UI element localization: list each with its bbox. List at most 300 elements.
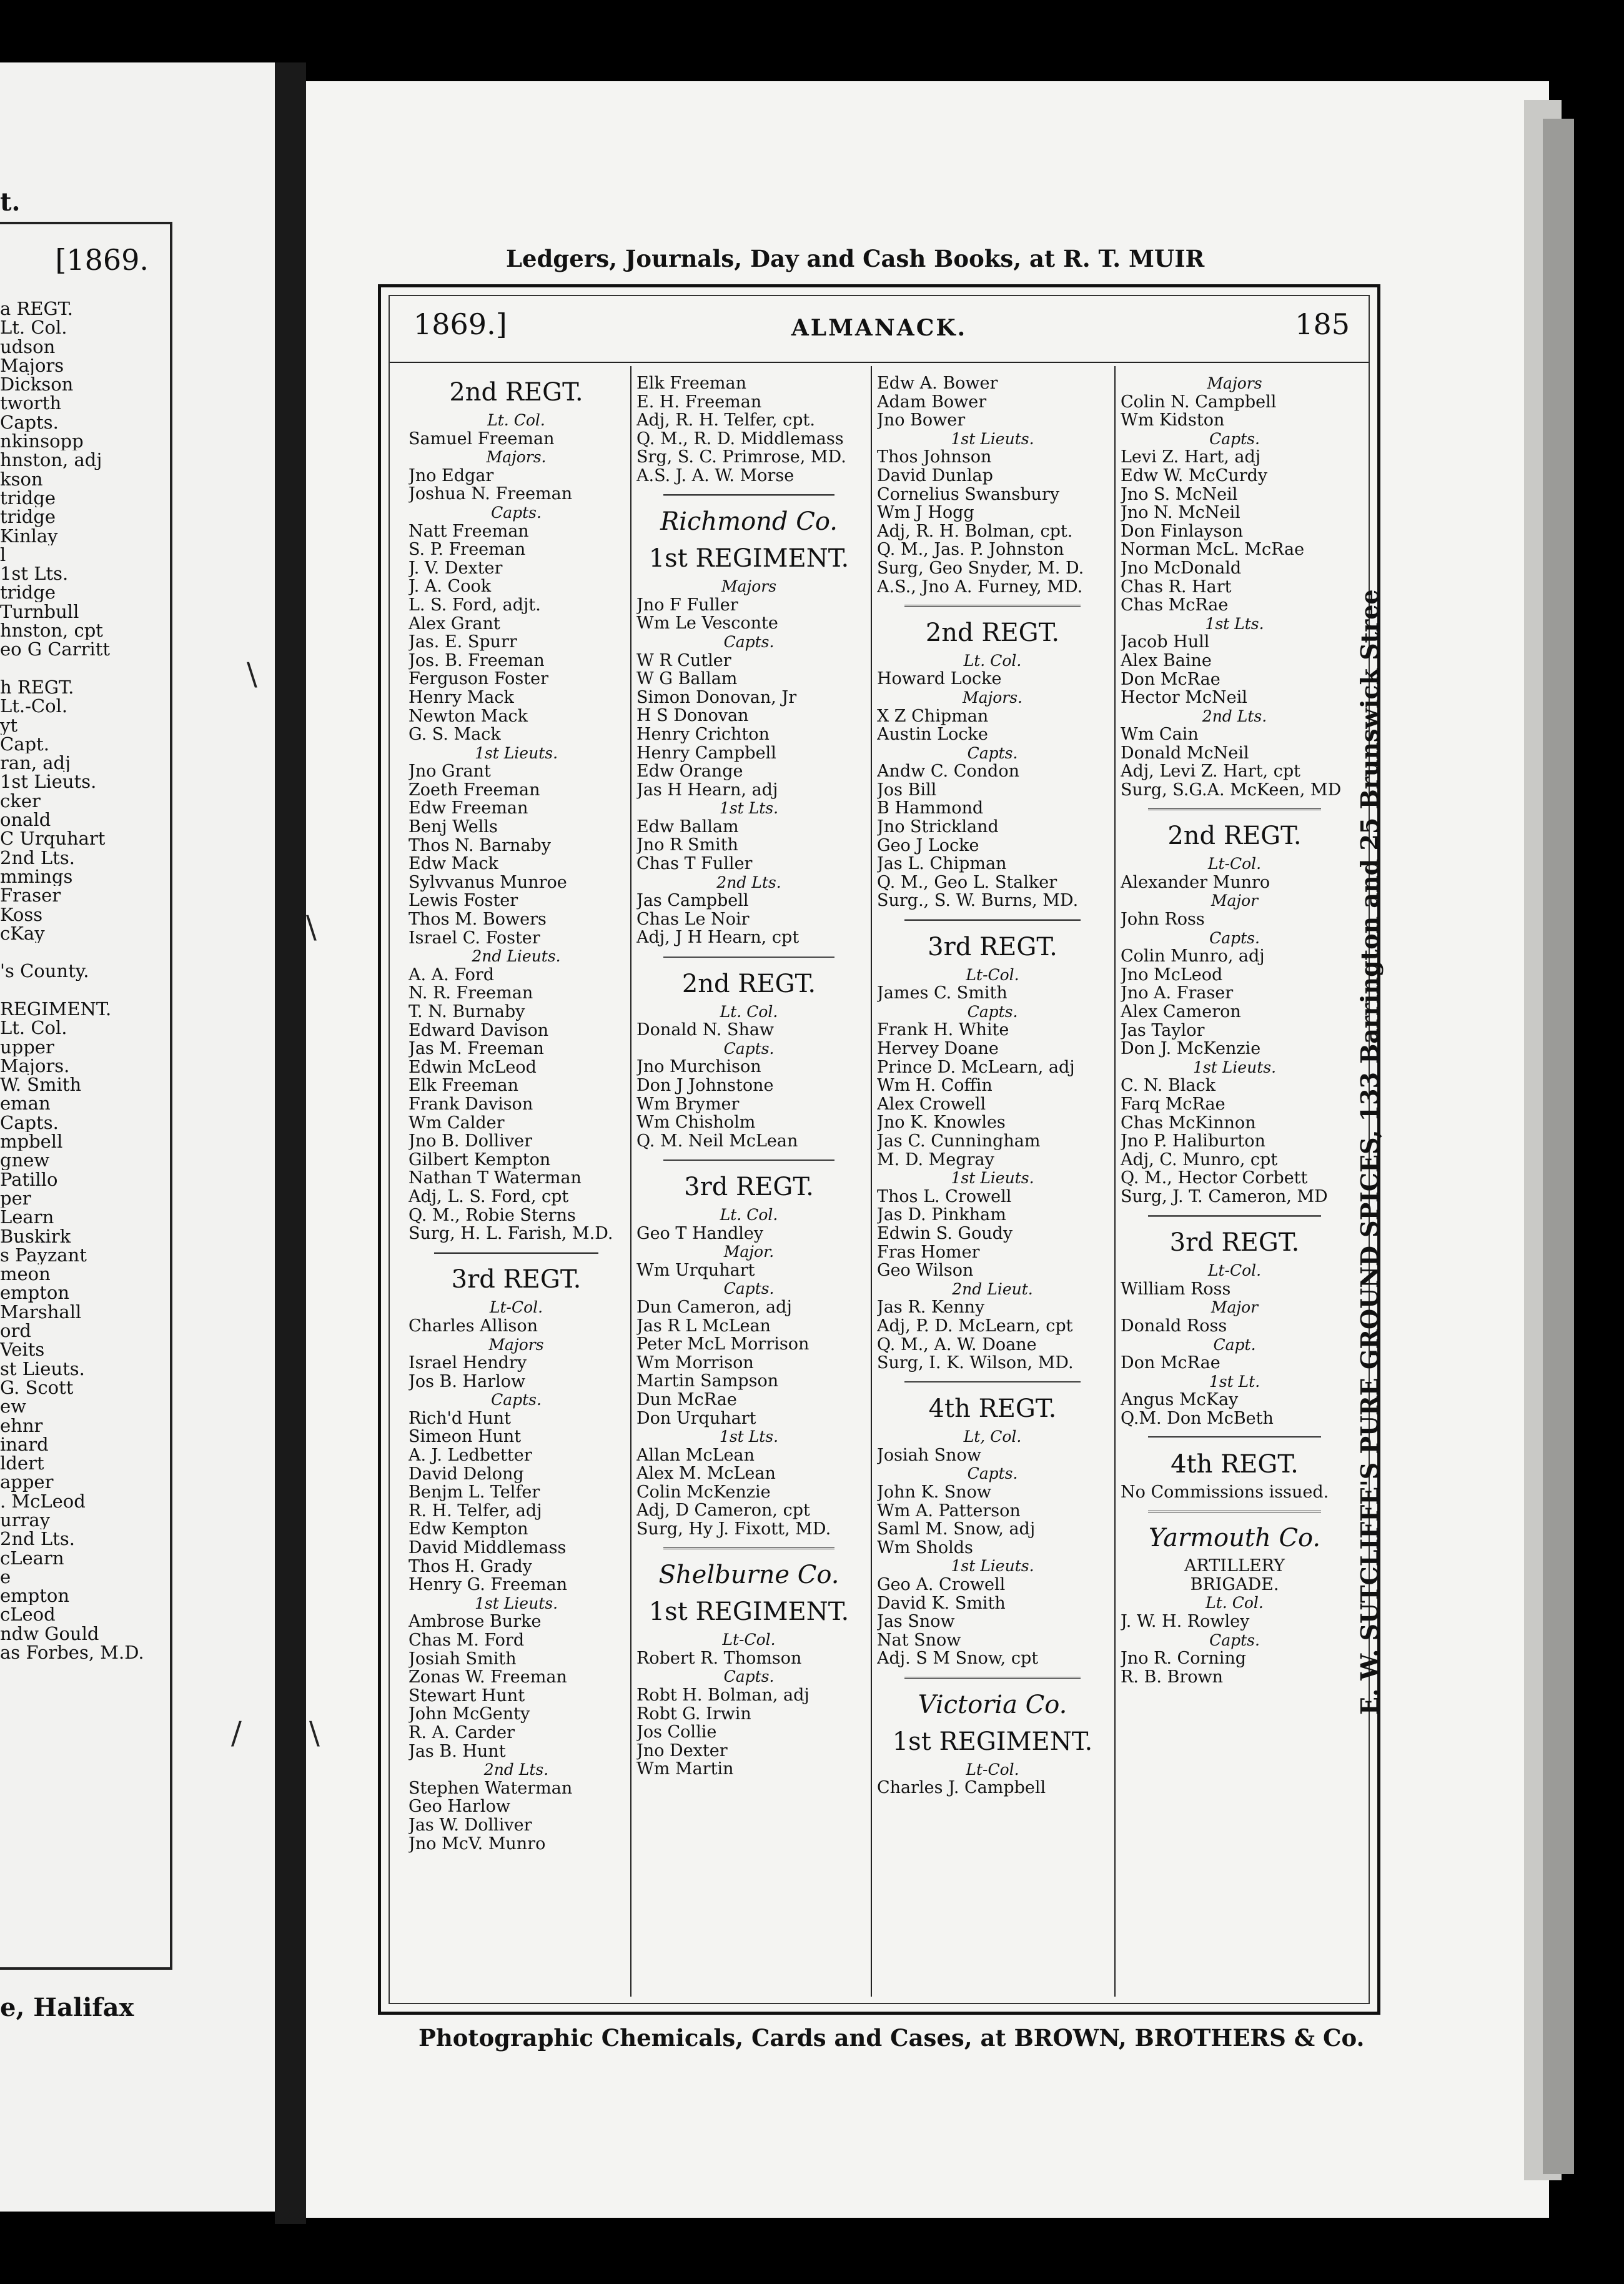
roster-entry: Surg, S.G.A. McKeen, MD [1121,781,1342,800]
roster-entry: Jas Snow [877,1612,955,1631]
roster-entry: Jas H Hearn, adj [636,780,778,800]
roster-entry: Sylvvanus Munroe [408,873,567,892]
regiment-heading: 2nd REGT. [1167,822,1302,851]
rank-heading: Lt-Col. [966,1760,1019,1779]
roster-entry: Jno B. Dolliver [408,1132,533,1151]
left-page-line: G. Scott [0,1378,74,1398]
column-1 [408,374,624,1998]
left-page-line: cLeod [0,1605,56,1624]
roster-entry: Wm Urquhart [636,1261,755,1280]
left-page-line: apper [0,1472,54,1492]
left-page-line: mpbell [0,1132,63,1151]
roster-entry: W R Cutler [636,651,731,670]
regiment-heading: 3rd REGT. [928,932,1057,961]
roster-entry: Henry G. Freeman [408,1576,568,1594]
roster-entry: Colin McKenzie [636,1482,771,1502]
roster-entry: Surg., S. W. Burns, MD. [877,891,1079,911]
page-mark: \ [306,909,317,945]
roster-entry: Chas McRae [1121,596,1229,615]
left-page-line: as Forbes, M.D. [0,1643,144,1662]
left-page-line: Lt.-Col. [0,697,68,716]
roster-entry: Farq McRae [1121,1095,1225,1114]
rank-heading: 1st Lieuts. [951,429,1034,448]
roster-entry: J. W. H. Rowley [1121,1612,1250,1631]
left-page-line: Fraser [0,886,61,905]
running-foot-advertisement: Photographic Chemicals, Cards and Cases, at BROWN, BROTHERS & Co. [418,2024,1365,2052]
left-page-line: Kinlay [0,526,58,545]
left-page-line: Marshall [0,1302,82,1322]
roster-entry: Jas L. Chipman [877,855,1007,873]
roster-entry: Edw A. Bower [877,374,998,393]
roster-entry: Benj Wells [408,818,498,837]
roster-entry: Q. M., Geo L. Stalker [877,873,1057,892]
regiment-heading: 2nd REGT. [681,969,816,998]
section-rule [1121,1502,1349,1521]
roster-entry: Donald McNeil [1121,743,1249,763]
roster-entry: A.S., Jno A. Furney, MD. [877,577,1083,597]
roster-entry: Simeon Hunt [408,1428,522,1447]
roster-entry: Rich'd Hunt [408,1409,511,1428]
rank-heading: Capts. [723,1039,775,1058]
roster-entry: Alex Grant [408,614,500,633]
roster-entry: L. S. Ford, adjt. [408,595,541,615]
roster-entry: W G Ballam [636,670,738,688]
roster-entry: Geo A. Crowell [877,1576,1006,1594]
page-number: 185 [1295,307,1350,341]
roster-entry: Lewis Foster [408,891,518,911]
roster-entry: Q. M., Robie Sterns [408,1206,576,1225]
book-gutter [275,62,306,2224]
roster-entry: Henry Mack [408,688,514,707]
left-page-line: ran, adj [0,753,71,773]
rank-heading: Capts. [967,743,1018,762]
roster-entry: Chas T Fuller [636,855,753,873]
roster-entry: Saml M. Snow, adj [877,1520,1036,1539]
left-page-line: urray [0,1511,51,1530]
roster-entry: N. R. Freeman [408,984,533,1003]
roster-entry: Q. M., Jas. P. Johnston [877,540,1064,559]
left-page-line: inard [0,1434,49,1454]
roster-entry: Thos N. Barnaby [408,836,552,855]
roster-entry: Jas Taylor [1121,1021,1205,1040]
rank-heading: Lt. Col. [720,1002,778,1021]
roster-entry: Jno Dexter [636,1741,728,1760]
rank-heading: Majors [1207,374,1262,392]
regiment-heading: 3rd REGT. [451,1265,582,1294]
roster-entry: Dun Cameron, adj [636,1298,792,1317]
roster-entry: Adj, R. H. Bolman, cpt. [877,522,1073,541]
roster-entry: Chas M. Ford [408,1631,525,1650]
vertical-advertisement: E. W. SUTCLIFFE'S PURE GROUND SPICES, 133 Barrington and 25 Brunswick Stree [1355,589,1384,1715]
roster-entry: Prince D. McLearn, adj [877,1058,1075,1077]
roster-entry: Wm Sholds [877,1538,973,1557]
left-page-line: mmings [0,866,73,886]
column-2 [636,374,861,1998]
left-page-line: kson [0,469,43,489]
roster-entry: Srg, S. C. Primrose, MD. [636,448,846,467]
unit-heading: BRIGADE. [1190,1575,1279,1594]
roster-entry: B Hammond [877,799,984,818]
roster-entry: Edw Ballam [636,817,739,837]
rank-heading: Lt, Col. [963,1428,1022,1446]
roster-entry: Robt H. Bolman, adj [636,1686,810,1705]
roster-entry: A. J. Ledbetter [408,1446,532,1465]
roster-entry: Elk Freeman [408,1076,518,1095]
left-page-line: 1st Lts. [0,564,69,583]
regiment-heading: 3rd REGT. [1169,1228,1300,1258]
left-page-line: 's County. [0,961,89,981]
section-rule [1121,1206,1349,1225]
left-page-line: per [0,1188,31,1208]
roster-entry: Angus McKay [1121,1391,1239,1409]
roster-entry: Edw Freeman [408,799,528,818]
running-head-advertisement: Ledgers, Journals, Day and Cash Books, at R. T. MUIR [506,245,1205,272]
left-page-line: ldert [0,1454,44,1473]
left-page-line: REGIMENT. [0,999,112,1019]
roster-entry: Alex Crowell [877,1095,986,1114]
roster-entry: Edw W. McCurdy [1121,466,1268,485]
left-page-line: eo G Carritt [0,640,111,659]
roster-entry: Natt Freeman [408,522,529,541]
roster-entry: Cornelius Swansbury [877,485,1060,504]
rank-heading: Majors. [486,448,547,467]
left-page-line: nkinsopp [0,432,84,451]
rank-heading: Capts. [967,1464,1018,1483]
roster-entry: Jno S. McNeil [1121,485,1238,504]
rank-heading: Capts. [723,1279,775,1298]
roster-entry: J. V. Dexter [408,559,503,578]
roster-entry: Jacob Hull [1121,633,1210,652]
left-page-line: tworth [0,394,62,413]
roster-entry: Wm Brymer [636,1095,740,1114]
roster-entry: Surg, Hy J. Fixott, MD. [636,1520,831,1539]
rank-heading: 1st Lt. [1209,1372,1260,1391]
county-heading: Shelburne Co. [658,1561,839,1590]
left-page-line: gnew [0,1151,50,1170]
header-year: 1869.] [413,307,507,341]
left-page-year: [1869. [55,243,149,277]
left-page-line: tridge [0,507,56,527]
rank-heading: Lt-Col. [722,1631,776,1649]
roster-entry: Chas McKinnon [1121,1113,1256,1133]
roster-entry: Edwin S. Goudy [877,1224,1013,1243]
rank-heading: Lt. Col. [487,411,545,429]
rank-heading: Lt-Col. [489,1298,543,1317]
roster-entry: Benjm L. Telfer [408,1483,540,1502]
roster-entry: Austin Locke [877,725,988,744]
roster-entry: David Dunlap [877,466,993,485]
left-page-line: Veits [0,1340,45,1359]
left-page-line: C Urquhart [0,829,106,848]
roster-entry: Hervey Doane [877,1040,999,1058]
roster-entry: William Ross [1121,1279,1231,1299]
roster-entry: Q. M., A. W. Doane [877,1335,1037,1354]
roster-entry: H S Donovan [636,707,749,725]
roster-entry: Q. M., R. D. Middlemass [636,429,844,449]
roster-entry: Jno Strickland [877,818,999,837]
left-page-line: st Lieuts. [0,1359,85,1378]
left-page-line: 2nd Lts. [0,1529,75,1549]
section-rule [408,1243,624,1262]
left-page-line: Capt. [0,734,49,754]
left-page-text [0,299,169,1662]
rank-heading: Lt-Col. [1207,1261,1262,1280]
roster-entry: Nathan T Waterman [408,1169,582,1188]
roster-entry: Adj, J H Hearn, cpt [636,928,800,948]
roster-entry: R. H. Telfer, adj [408,1501,542,1521]
roster-entry: Newton Mack [408,707,528,726]
roster-entry: Peter McL Morrison [636,1335,810,1354]
roster-entry: Frank Davison [408,1095,533,1114]
left-page-line: cLearn [0,1548,64,1567]
roster-entry: Geo Harlow [408,1797,510,1816]
left-page-line: . McLeod [0,1491,86,1511]
unit-heading: ARTILLERY [1184,1557,1285,1576]
regiment-heading: 2nd REGT. [449,378,583,407]
rank-heading: Majors. [962,688,1023,707]
roster-entry: Jos Bill [877,780,937,800]
roster-entry: Edw Kempton [408,1520,528,1539]
section-rule [636,947,861,966]
rank-heading: 1st Lts. [719,799,779,818]
section-rule [636,1539,861,1557]
roster-entry: Don McRae [1121,1354,1220,1373]
roster-entry: Wm Le Vesconte [636,614,778,633]
roster-entry: Jno Edgar [408,466,494,485]
left-page-line: 2nd Lts. [0,848,75,867]
column-4 [1121,374,1349,1998]
roster-entry: Ferguson Foster [408,670,549,688]
left-page-line: s Payzant [0,1245,87,1265]
roster-entry: Jas C. Cunningham [877,1131,1041,1151]
roster-entry: Thos Johnson [877,448,992,467]
rank-heading: Lt-Col. [966,965,1019,984]
roster-entry: R. B. Brown [1121,1667,1224,1687]
left-page-line: udson [0,337,56,356]
roster-entry: Thos M. Bowers [408,910,547,929]
roster-entry: Howard Locke [877,670,1002,688]
section-rule [877,596,1108,615]
roster-entry: John K. Snow [877,1483,992,1502]
roster-entry: Jas D. Pinkham [877,1206,1006,1224]
roster-entry: Wm Morrison [636,1353,754,1373]
inner-border [389,295,1370,2004]
roster-entry: Colin N. Campbell [1121,392,1277,412]
roster-entry: Wm A. Patterson [877,1501,1021,1521]
page-edge-shadow [1543,119,1574,2174]
roster-entry: C. N. Black [1121,1076,1216,1095]
rank-heading: Capts. [1209,429,1260,448]
roster-entry: E. H. Freeman [636,392,762,412]
roster-entry: Geo Wilson [877,1261,974,1280]
section-rule [877,1668,1108,1687]
roster-entry: A. A. Ford [408,965,495,985]
roster-entry: Jos Collie [636,1723,717,1742]
roster-entry: Jno P. Haliburton [1121,1132,1265,1151]
roster-entry: S. P. Freeman [408,540,526,559]
roster-entry: Alex Baine [1121,651,1212,670]
roster-entry: Edw Mack [408,855,498,873]
roster-entry: Donald Ross [1121,1316,1227,1336]
roster-entry: Jos. B. Freeman [408,651,545,670]
roster-entry: Edwin McLeod [408,1058,537,1077]
left-page-line: Lt. Col. [0,1018,67,1038]
left-page-frame [0,222,172,1970]
rank-heading: 2nd Lts. [1202,707,1267,725]
roster-entry: Alexander Munro [1121,873,1270,892]
roster-entry: Don McRae [1121,670,1220,689]
roster-entry: Josiah Smith [408,1649,517,1669]
page-mark: / [231,1715,242,1751]
roster-entry: Edward Davison [408,1021,549,1040]
column-divider [630,366,631,1997]
roster-entry: T. N. Burnaby [408,1003,525,1021]
roster-entry: Donald N. Shaw [636,1021,775,1040]
roster-entry: Don J. McKenzie [1121,1040,1261,1058]
roster-entry: Wm Martin [636,1760,734,1779]
regiment-heading: 2nd REGT. [925,618,1060,647]
regiment-heading: 4th REGT. [1171,1450,1299,1479]
roster-entry: Jas R L McLean [636,1316,771,1336]
left-page-line: ew [0,1397,26,1416]
roster-entry: John Ross [1121,910,1205,929]
page-mark: \ [309,1715,320,1751]
rank-heading: Lt. Col. [720,1205,778,1224]
roster-entry: Jas Campbell [636,891,749,910]
rank-heading: Majors [721,577,777,596]
roster-entry: Adj, R. H. Telfer, cpt. [636,411,815,430]
roster-entry: Levi Z. Hart, adj [1121,448,1261,467]
roster-entry: Edw Orange [636,762,743,781]
roster-entry: Don J Johnstone [636,1076,774,1095]
roster-entry: Stewart Hunt [408,1686,525,1706]
left-page-line: h REGT. [0,677,74,697]
column-divider [1114,366,1116,1997]
roster-entry: Jno K. Knowles [877,1113,1006,1132]
section-rule [877,910,1108,929]
rank-heading: 1st Lts. [719,1428,779,1446]
roster-entry: Andw C. Condon [877,762,1019,781]
roster-entry: Chas R. Hart [1121,577,1232,597]
roster-entry: Wm Calder [408,1113,505,1133]
rank-heading: 1st Lieuts. [474,1594,558,1612]
rank-heading: Capts. [491,1391,542,1409]
roster-entry: Adj, P. D. McLearn, cpt [877,1316,1073,1336]
roster-entry: Norman McL. McRae [1121,540,1305,559]
header-title: ALMANACK. [791,315,968,341]
roster-entry: Q.M. Don McBeth [1121,1409,1274,1428]
left-page-line: Capts. [0,412,59,432]
left-page-line: Lt. Col. [0,318,67,337]
header-rule [390,362,1369,363]
left-page-line: empton [0,1586,70,1606]
rank-heading: Lt-Col. [1207,855,1262,873]
roster-entry: Don Finlayson [1121,522,1244,541]
roster-entry: Stephen Waterman [408,1779,573,1798]
roster-entry: Adj. S M Snow, cpt [877,1649,1039,1668]
roster-entry: Jas W. Dolliver [408,1815,532,1835]
roster-entry: Charles J. Campbell [877,1779,1046,1797]
roster-entry: Alex M. McLean [636,1464,776,1483]
roster-entry: Fras Homer [877,1243,980,1262]
roster-entry: Gilbert Kempton [408,1150,551,1169]
roster-entry: Jas B. Hunt [408,1742,506,1761]
left-page-line: Majors. [0,1056,70,1076]
roster-entry: Thos L. Crowell [877,1187,1012,1206]
roster-entry: Jno R. Corning [1121,1649,1247,1668]
roster-entry: Jos B. Harlow [408,1372,526,1391]
roster-entry: Colin Munro, adj [1121,947,1265,966]
roster-entry: Robt G. Irwin [636,1704,751,1724]
roster-entry: Robert R. Thomson [636,1649,802,1668]
roster-entry: Jno Bower [877,411,966,430]
roster-entry: R. A. Carder [408,1723,515,1742]
regiment-heading: 4th REGT. [928,1394,1057,1424]
roster-entry: Allan McLean [636,1446,755,1465]
left-page-line: eman [0,1094,51,1113]
county-heading: Victoria Co. [918,1690,1067,1719]
left-page-line: hnston, adj [0,450,102,470]
roster-entry: Adj, Levi Z. Hart, cpt [1121,762,1300,782]
left-page-line: Turnbull [0,602,79,622]
roster-entry: Ambrose Burke [408,1612,542,1631]
roster-entry: Adj, L. S. Ford, cpt [408,1187,569,1206]
roster-entry: Jas. E. Spurr [408,633,517,652]
roster-entry: Israel Hendry [408,1354,527,1373]
left-page-line: hnston, cpt [0,621,103,640]
roster-entry: James C. Smith [877,984,1008,1003]
regiment-heading: 1st REGIMENT. [648,1597,849,1627]
rank-heading: 1st Lts. [1205,614,1264,633]
roster-entry: Jno R Smith [636,836,738,855]
left-page-line [0,659,169,678]
left-page-line: empton [0,1283,70,1303]
roster-entry: David Middlemass [408,1539,567,1557]
roster-entry: Henry Crichton [636,725,770,744]
rank-heading: Capt. [1213,1335,1256,1354]
rank-heading: 2nd Lieut. [952,1279,1033,1298]
roster-entry: Jno Murchison [636,1058,761,1076]
roster-entry: Hector McNeil [1121,688,1247,707]
left-page-line: Majors [0,355,64,375]
roster-entry: Jas M. Freeman [408,1040,544,1058]
left-page-line: cKay [0,923,45,943]
left-page-line: 1st Lieuts. [0,772,97,792]
roster-entry: Charles Allison [408,1316,538,1336]
rank-heading: 2nd Lieuts. [472,947,561,966]
county-heading: Richmond Co. [660,507,838,537]
rank-heading: Capts. [723,1667,775,1686]
left-page-line: a REGT. [0,299,73,319]
regiment-heading: 3rd REGT. [684,1172,814,1201]
roster-entry: Surg, I. K. Wilson, MD. [877,1354,1074,1373]
roster-entry: G. S. Mack [408,725,501,744]
roster-entry: Jas R. Kenny [877,1298,985,1317]
left-page-line: ehnr [0,1416,43,1435]
roster-entry: Geo T Handley [636,1224,764,1243]
rank-heading: Lt. Col. [963,651,1022,670]
roster-entry: Elk Freeman [636,374,746,393]
left-page-line: Dickson [0,375,74,394]
left-page-line [0,981,169,1000]
almanack-page-frame [378,284,1380,2015]
rank-heading: Major [1211,1298,1259,1317]
roster-entry: M. D. Megray [877,1150,994,1169]
roster-entry: Henry Campbell [636,743,776,763]
roster-entry: Josiah Snow [877,1446,981,1465]
left-page-bottom-fragment: e, Halifax [0,1993,134,2022]
roster-entry: Alex Cameron [1121,1003,1241,1021]
